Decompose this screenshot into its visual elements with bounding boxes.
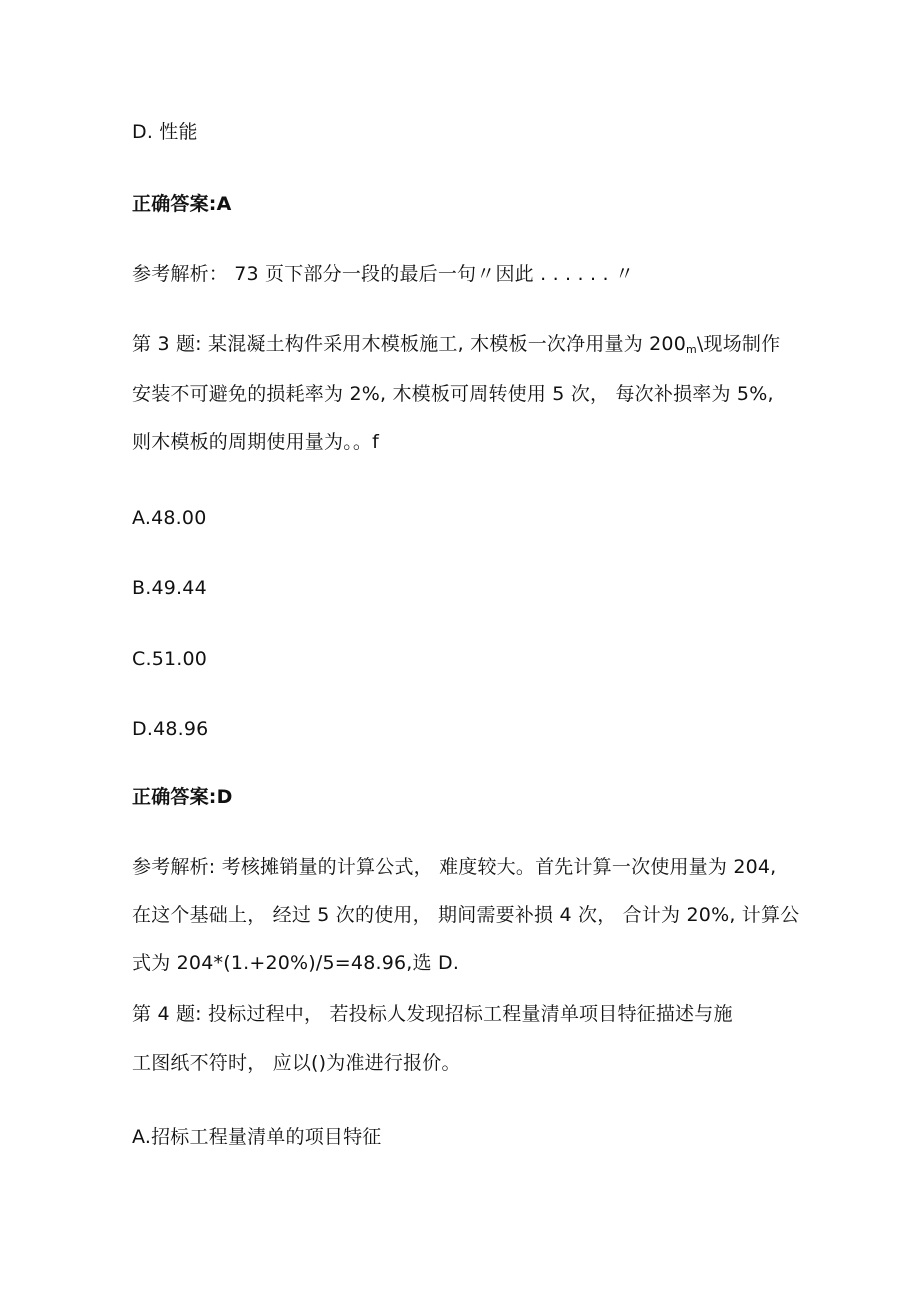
- q4-stem-line2: 工图纸不符时， 应以()为准进行报价。: [132, 1052, 461, 1074]
- q3-option-a: A.48.00: [132, 507, 207, 529]
- q3-answer: 正确答案:D: [132, 786, 233, 808]
- q3-stem-line2: 安装不可避免的损耗率为 2%, 木模板可周转使用 5 次， 每次补损率为 5%,: [132, 383, 774, 405]
- q2-analysis: 参考解析： 73 页下部分一段的最后一句〃因此 . . . . . . 〃: [132, 263, 635, 285]
- q3-analysis-line3: 式为 204*(1.+20%)∕5=48.96,选 D.: [132, 952, 460, 974]
- q3-stem-line1: [132, 332, 780, 362]
- q3-stem-line3: 则木模板的周期使用量为。。f: [132, 431, 379, 453]
- q3-option-d: D.48.96: [132, 718, 209, 740]
- q2-answer: 正确答案:A: [132, 193, 232, 215]
- q3-option-b: B.49.44: [132, 577, 207, 599]
- q3-option-c: C.51.00: [132, 648, 208, 670]
- q3-stem-line1-tail: \现场制作: [696, 333, 781, 355]
- q4-stem-line1: 第 4 题: 投标过程中， 若投标人发现招标工程量清单项目特征描述与施: [132, 1003, 733, 1025]
- q3-analysis-line1: 参考解析: 考核摊销量的计算公式， 难度较大。首先计算一次使用量为 204,: [132, 856, 777, 878]
- q4-option-a: A.招标工程量清单的项目特征: [132, 1126, 382, 1148]
- q2-option-d: D. 性能: [132, 121, 198, 143]
- q3-stem-unit-subscript: m: [686, 343, 697, 356]
- q3-analysis-line2: 在这个基础上， 经过 5 次的使用， 期间需要补损 4 次， 合计为 20%, 计算公: [132, 904, 800, 926]
- q3-stem-line1-text: 第 3 题: 某混凝土构件采用木模板施工, 木模板一次净用量为 200: [132, 333, 686, 355]
